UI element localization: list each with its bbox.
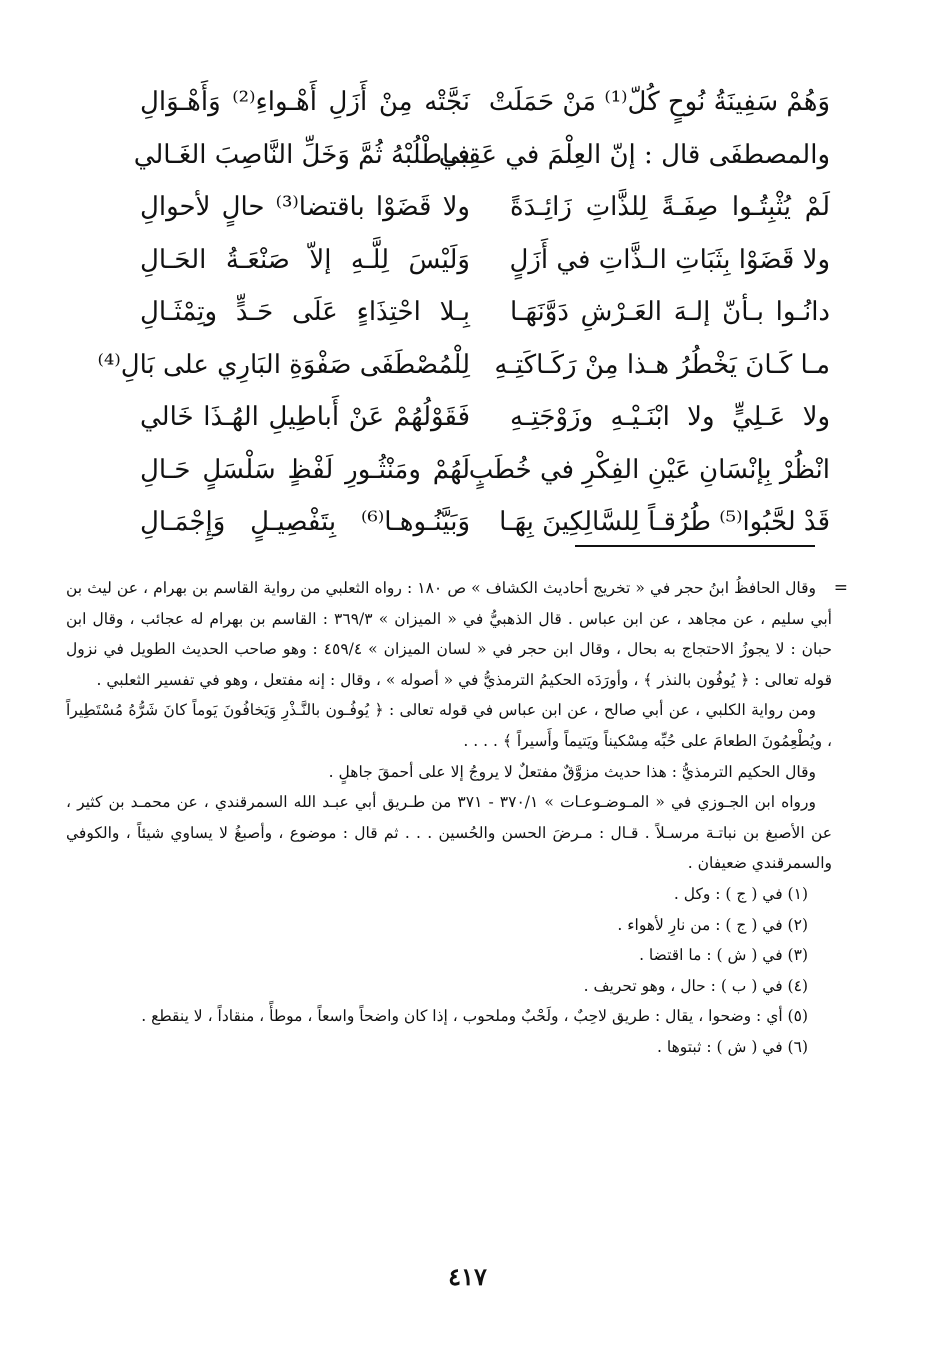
footnote-item: (٢) في ( ج ) : من نارِ لأهواء . <box>617 915 808 934</box>
verse-first-hemistich: مـا كَـانَ يَخْطُرُ هـذا مِنْ رَكَـاكَتِـهِ <box>494 349 830 380</box>
footnote-item: (٤) في ( ب ) : حال ، وهو تحريف . <box>583 976 808 995</box>
footnotes-section <box>66 573 848 1063</box>
verse-line <box>140 444 830 497</box>
verse-line <box>97 339 830 392</box>
verse-line <box>140 181 830 234</box>
verse-first-hemistich: ولا عَـلِيٍّ ولا ابْنَـيْـهِ وزَوْجَتِـهِ <box>510 402 830 433</box>
note-paragraph <box>66 573 848 695</box>
verse-second-hemistich: وَلَيْسَ لِلَّـهِ إلاّ صَنْعَـةُ الحَـالِ <box>140 244 470 275</box>
note-paragraph: وقال الحكيم الترمذيُّ : هذا حديث مزوَّقٌ مفتعلٌ لا يروجُ إلا على أحمقَ جاهلٍ . <box>328 762 816 781</box>
verse-second-hemistich: لَهُمْ ومَنْثُـورِ لَفْظٍ سَلْسَلٍ حَـالِ <box>140 454 470 485</box>
verse-second-hemistich: لِلْمُصْطَفَى صَفْوَةِ البَارِي على بَالِ⁽⁴⁾ <box>97 349 470 380</box>
footnote-separator-line <box>575 545 815 547</box>
footnote-item: (٣) في ( ش ) : ما اقتضا . <box>639 946 808 965</box>
verse-second-hemistich: بِـلا احْتِذَاءٍ عَلَى حَـدٍّ وتِمْثَـالِ <box>140 297 470 328</box>
note-paragraph: ورواه ابن الجـوزي في « المـوضـوعـات » ٣٧٠/١ - ٣٧١ من طـريق أبي عبـد الله السمرقندي ، عن محمـد بن كثير ، عن الأصبغ بن نباتـة مرسـلاً . قـال : مـرضَ الحسن والحُسين . . . ثم قال : موضوع ، وأصبغُ لا يساوي شيئاً ، والكوفي والسمرقندي ضعيفان . <box>66 793 832 873</box>
verse-second-hemistich: فـاطْلُبْهُ ثُمَّ وَخَلِّ النَّاصِبَ الغَـالي <box>133 139 470 170</box>
footnote-item: (٦) في ( ش ) : ثبتوها . <box>657 1037 808 1056</box>
continuation-mark: = <box>833 578 848 598</box>
verse-line <box>133 129 830 182</box>
verse-line <box>140 496 830 549</box>
verse-line <box>140 76 830 129</box>
footnote-item: (٥) أي : وضحوا ، يقال : طريق لاحِبٌ ، ولَحْبٌ وملحوب ، إذا كان واضحاً واسعاً ، موطأً ، منقاداً ، لا ينقطع . <box>141 1007 808 1026</box>
verse-second-hemistich: نَجَّتْه مِنْ أَزَلِ أَهْـواءِ⁽²⁾ وَأَهْـوَالِ <box>140 87 470 118</box>
verse-line <box>140 234 830 287</box>
verse-line <box>140 286 830 339</box>
verse-first-hemistich: انْظُرْ بِإنْسَانِ عَيْنِ الفِكْرِ في خُطَبٍ <box>468 454 830 485</box>
note-paragraph: ومن رواية الكلبي ، عن أبي صالح ، عن ابن عباس في قوله تعالى : ﴿ يُوفُـون بالنَّـذْرِ وَيَخافُونَ يَوماً كانَ شَرُّهُ مُسْتَطِيراً ، ويُطْعِمُونَ الطعامَ على حُبِّه مِسْكيناً ويَتيماً وأَسيراً ﴾ . . . . <box>66 701 832 750</box>
verse-first-hemistich: والمصطفَى قال : إنّ العِلْمَ في عَقِبي <box>438 139 830 170</box>
verse-first-hemistich: قَدْ لحَّبُوا⁽⁵⁾ طُرُقـاً لِلسَّالِكِينَ بِهَـا <box>499 507 830 538</box>
verse-first-hemistich: دانُـوا بـأنّ إلـهَ العَـرْشِ دَوَّنَهَـا <box>510 297 830 328</box>
verse-second-hemistich: وَبَيَّنُـوهـا⁽⁶⁾ بِتَفْصِيـلٍ وَإِجْمَـالِ <box>140 507 470 538</box>
verse-second-hemistich: فَقَوْلُهُمْ عَنْ أَباطِيلِ الهُـذَا خَالي <box>140 402 470 433</box>
verse-line <box>140 391 830 444</box>
poem-verses <box>97 76 830 549</box>
note-paragraph-text: وقال الحافظُ ابنُ حجر في « تخريج أحاديث الكشاف » ص ١٨٠ : رواه الثعلبي من رواية القاسم بن بهرام ، عن ليث بن أبي سليم ، عن مجاهد ، عن ابن عباس . قال الذهبيُّ في « الميزان » ٣٦٩/٣ : القاسم بن بهرام له عجائب ، وقال ابن حبان : لا يجوزُ الاحتجاج به بحال ، وقال ابن حجر في « لسان الميزان » ٤٥٩/٤ : وهو صاحب الحديث الطويل في نزول قوله تعالى : ﴿ يُوفُون بالنذر ﴾ ، وأورَدَه الحكيمُ الترمذيُّ في « أصوله » ، وقال : إنه مفتعل ، وهو في تفسير الثعلبي . <box>66 579 832 689</box>
verse-first-hemistich: لَمْ يُثْبِتُـوا صِفَـةً لِلذَّاتِ زَائِـدَةً <box>510 192 830 223</box>
verse-first-hemistich: ولا قَضَوْا بِثَبَاتِ الـذَّاتِ في أَزَلٍ <box>509 244 830 275</box>
verse-first-hemistich: وَهُمْ سَفِينَةُ نُوحٍ كُلّ⁽¹⁾ مَنْ حَمَلَتْ <box>488 87 830 118</box>
footnote-item: (١) في ( ج ) : وكل . <box>673 884 808 903</box>
page-number: ٤١٧ <box>448 1262 487 1291</box>
verse-second-hemistich: ولا قَضَوْا باقتضا⁽³⁾ حالٍ لأحوالِ <box>140 192 470 223</box>
